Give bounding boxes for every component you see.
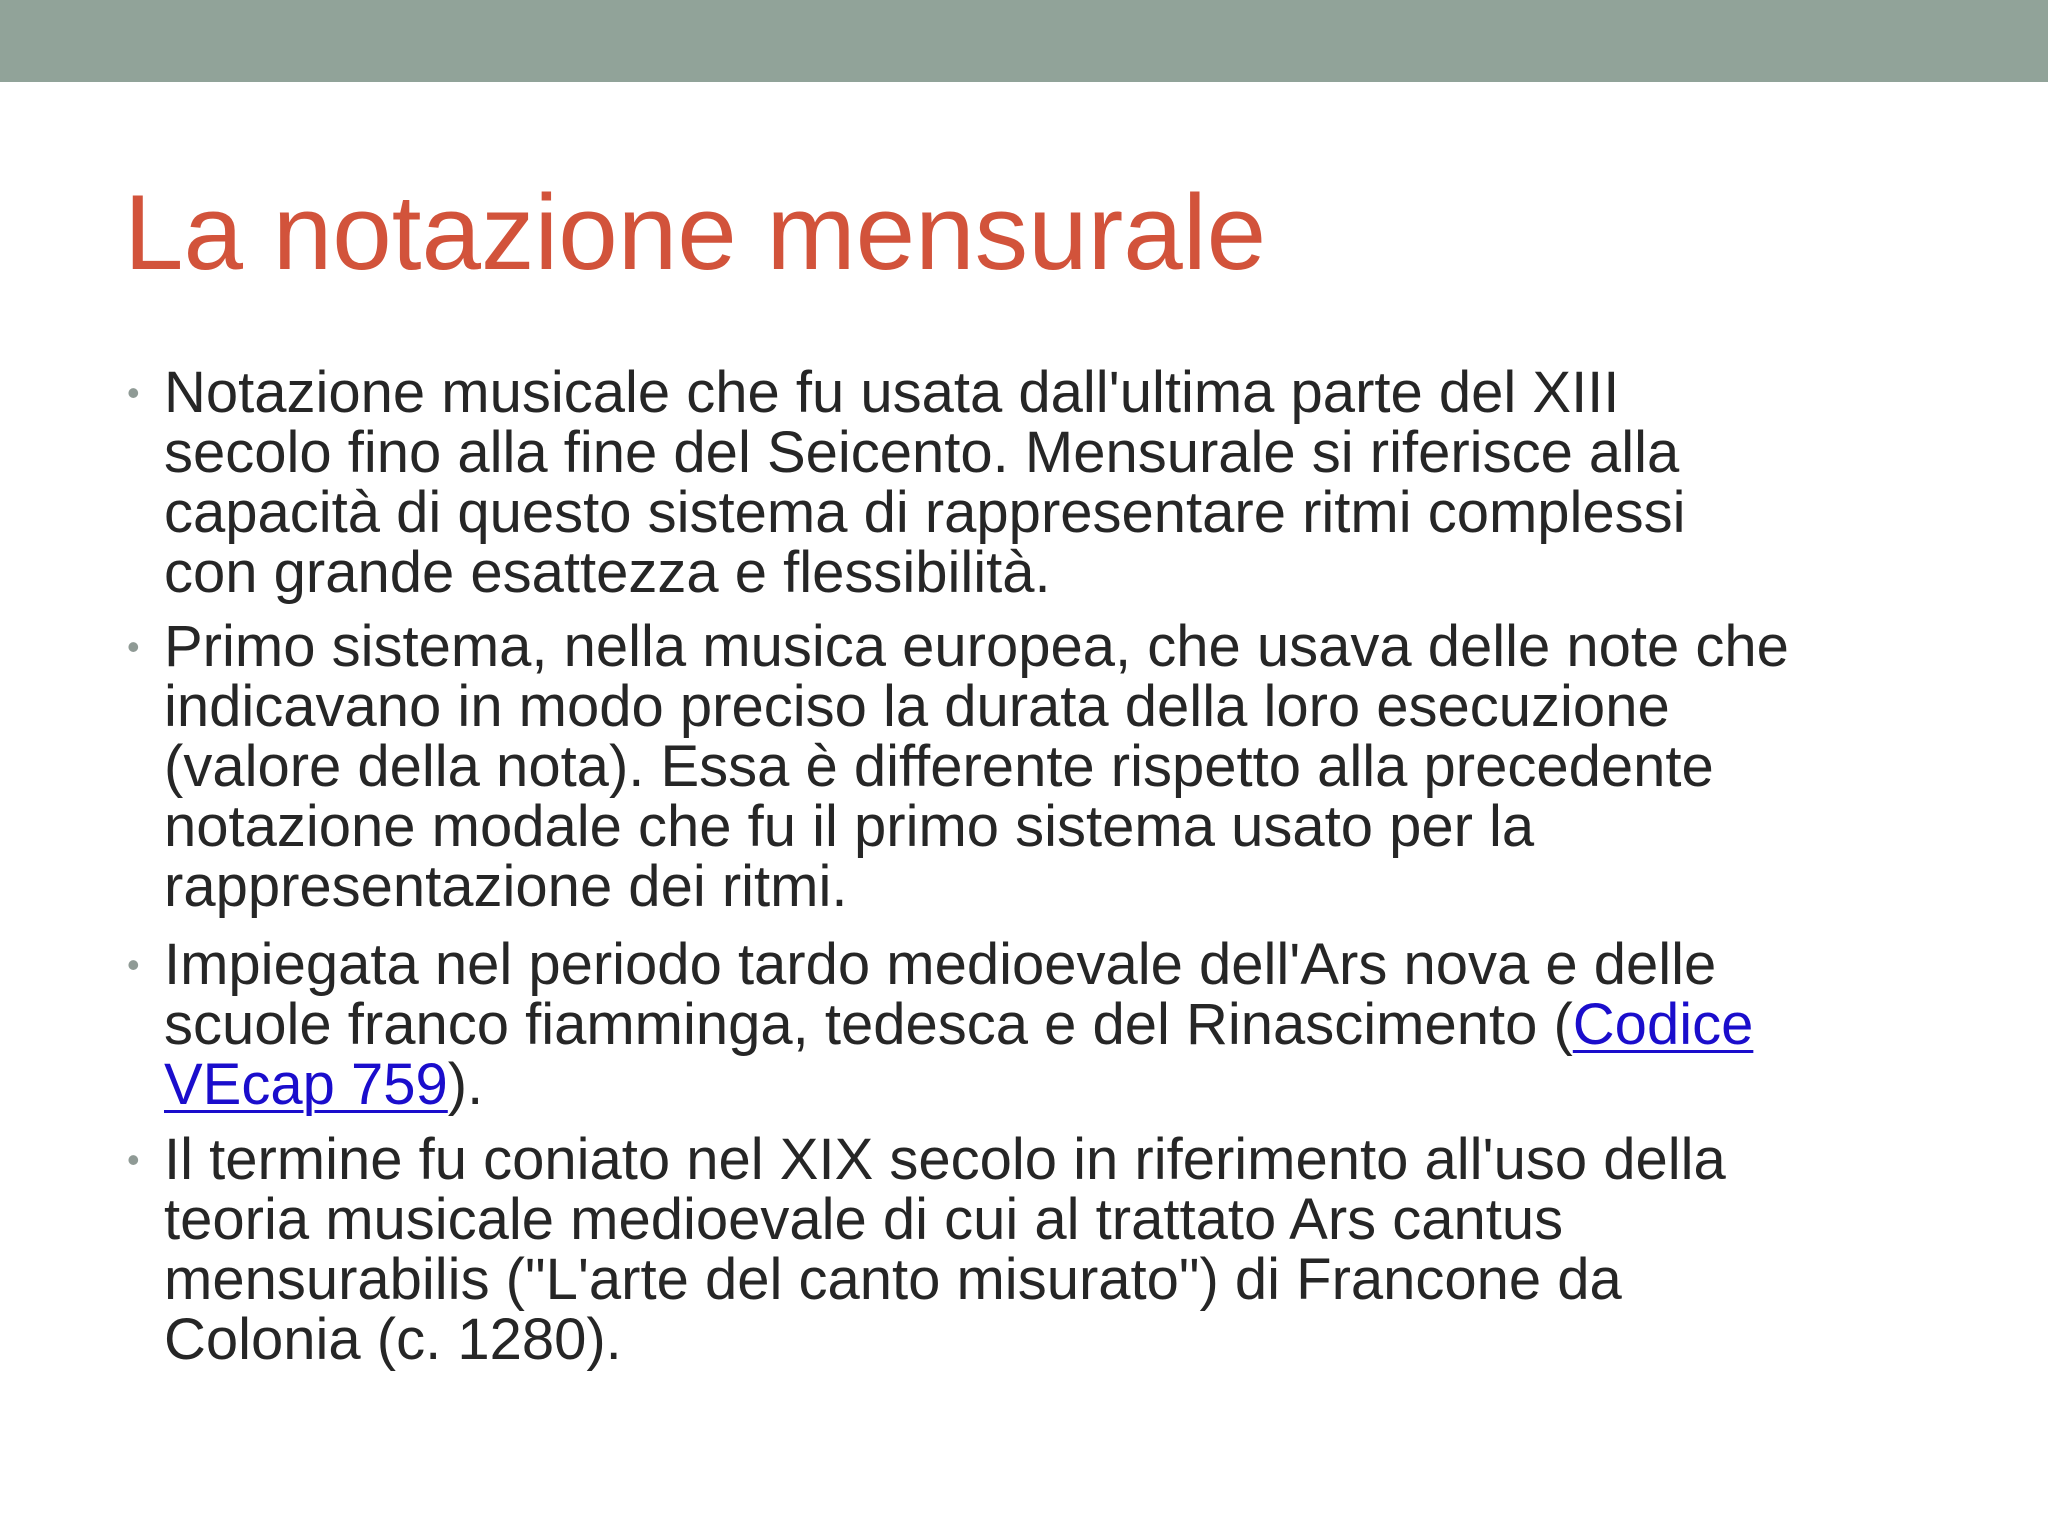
bullet-dot-icon: • (127, 1139, 140, 1180)
bullet-text-line: Notazione musicale che fu usata dall'ultima parte del XIII (164, 360, 1620, 425)
bullet-text-line: indicavano in modo preciso la durata della loro esecuzione (164, 674, 1670, 739)
bullet-text-line (164, 992, 2014, 1057)
bullet-text-segment: ). (447, 1052, 484, 1117)
bullet-text-line: Colonia (c. 1280). (164, 1307, 622, 1372)
slide-title: La notazione mensurale (124, 172, 1267, 292)
top-accent-bar (0, 0, 2048, 82)
bullet-text-line: Impiegata nel periodo tardo medioevale dell'Ars nova e delle (164, 932, 1717, 997)
bullet-text-line: Il termine fu coniato nel XIX secolo in riferimento all'uso della (164, 1127, 1726, 1192)
bullet-dot-icon: • (127, 626, 140, 667)
bullet-text-line: con grande esattezza e flessibilità. (164, 540, 1051, 605)
bullet-text-line: secolo fino alla fine del Seicento. Mensurale si riferisce alla (164, 420, 1680, 485)
bullet-text-line: rappresentazione dei ritmi. (164, 854, 848, 919)
bullet-dot-icon: • (127, 944, 140, 985)
bullet-item (127, 1127, 2014, 1372)
bullet-dot-icon: • (127, 372, 140, 413)
bullet-text-line: capacità di questo sistema di rappresentare ritmi complessi (164, 480, 1686, 545)
codice-vecap-link-part2[interactable]: VEcap 759 (164, 1052, 448, 1117)
bullet-text-line: notazione modale che fu il primo sistema usato per la (164, 794, 1535, 859)
bullet-text-line (164, 1052, 2014, 1117)
bullet-text-line: mensurabilis ("L'arte del canto misurato") di Francone da (164, 1247, 1622, 1312)
bullet-item (127, 614, 2014, 919)
bullet-item (127, 360, 2014, 605)
bullet-text-line: (valore della nota). Essa è differente rispetto alla precedente (164, 734, 1714, 799)
bullet-text-segment: scuole franco fiamminga, tedesca e del Rinascimento ( (164, 992, 1573, 1057)
bullet-text-line: teoria musicale medioevale di cui al trattato Ars cantus (164, 1187, 1564, 1252)
bullet-text-line: Primo sistema, nella musica europea, che usava delle note che (164, 614, 1789, 679)
bullet-item (127, 932, 2014, 1117)
codice-vecap-link-part1[interactable]: Codice (1572, 992, 1754, 1057)
